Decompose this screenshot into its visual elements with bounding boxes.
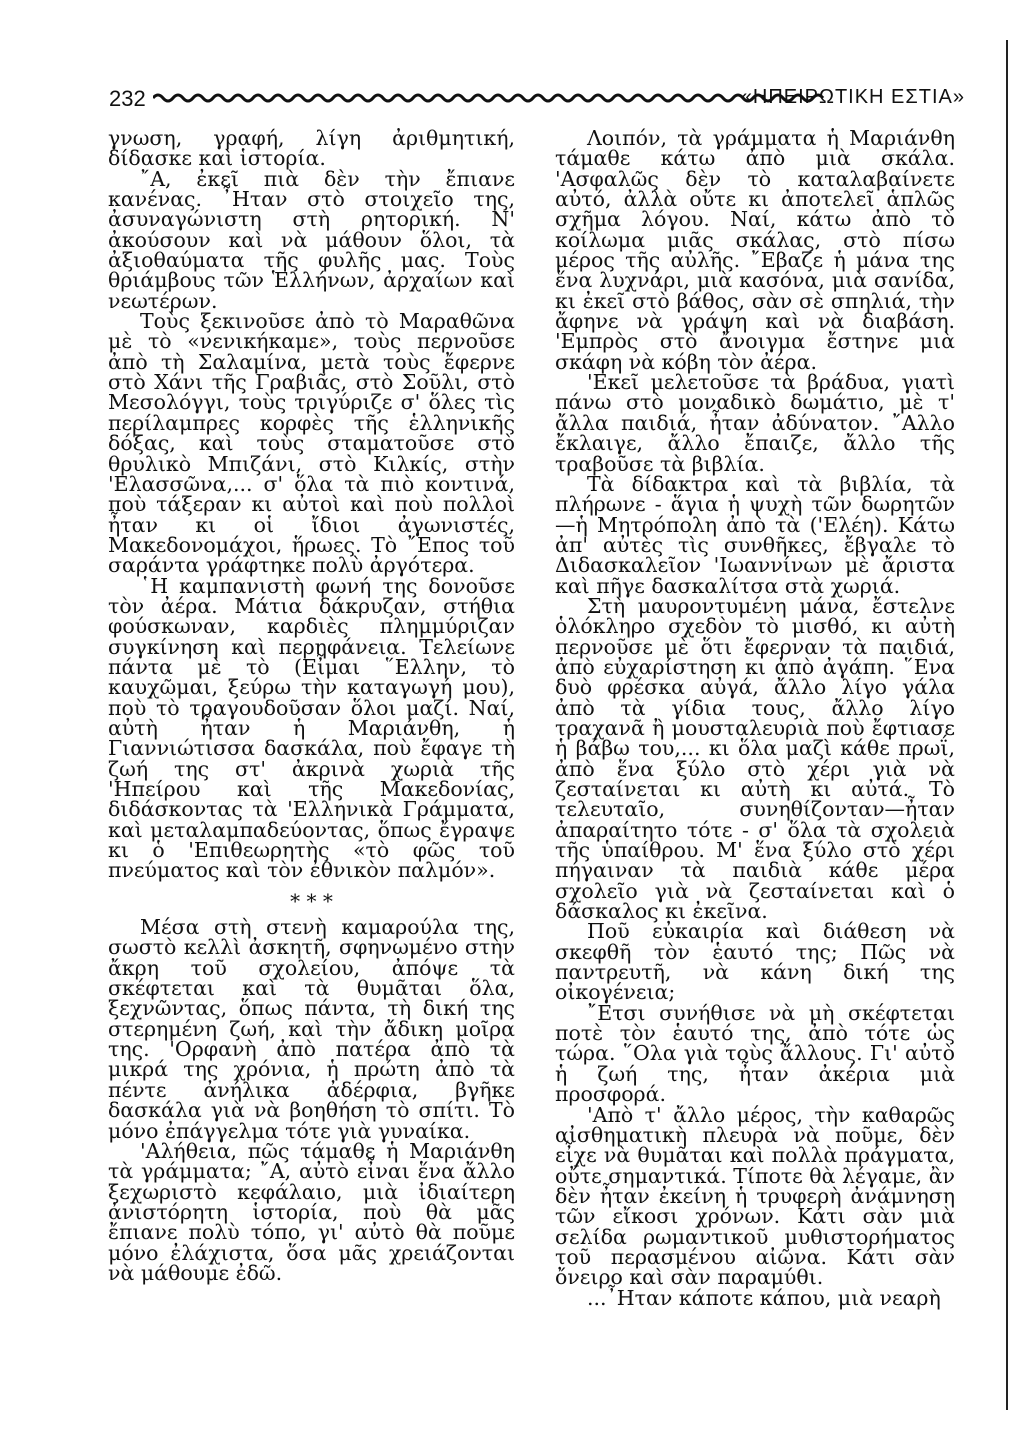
paragraph: Ποῦ εὐκαιρία καὶ διάθεση νὰ σκεφθῆ τὸν ἑαυτό της; Πῶς νὰ παντρευτῆ, νὰ κάνη δική της οἰκογένεια; xyxy=(555,919,955,1005)
left-text-column xyxy=(108,128,515,1283)
paragraph: 'Αλήθεια, πῶς τάμαθε ἡ Μαριάνθη τὰ γράμματα; ῎Α, αὐτὸ εἶναι ἕνα ἄλλο ξεχωριστὸ κεφάλαιο, μιὰ ἰδιαίτερη ἀνιστόρητη ἱστορία, ποὺ θὰ μᾶς ἔπιανε πολὺ τόπο, γι' αὐτὸ θὰ ποῦμε μόνο ἐλάχιστα, ὅσα μᾶς χρειάζονται νὰ μάθουμε ἐδῶ. xyxy=(108,1138,515,1285)
paragraph: Λοιπόν, τὰ γράμματα ἡ Μαριάνθη τάμαθε κάτω ἀπὸ μιὰ σκάλα. 'Ασφαλῶς δὲν τὸ καταλαβαίνετε αὐτό, ἀλλὰ οὔτε κι ἀποτελεῖ ἁπλῶς σχῆμα λόγου. Ναί, κάτω ἀπὸ τὸ κοίλωμα μιᾶς σκάλας, στὸ πίσω μέρος τῆς αὐλῆς. ῎Εβαζε ἡ μάνα της ἕνα λυχνάρι, μιὰ κασόνα, μιὰ σανίδα, κι ἐκεῖ στὸ βάθος, σὰν σὲ σπηλιά, τὴν ἄφηνε νὰ γράψη καὶ νὰ διαβάση. 'Εμπρὸς στὸ ἄνοιγμα ἔστηνε μιὰ σκάφη νὰ κόβη τὸν ἀέρα. xyxy=(555,126,955,374)
paragraph: ῾Η καμπανιστὴ φωνή της δονοῦσε τὸν ἀέρα. Μάτια δάκρυζαν, στήθια φούσκωναν, καρδιὲς πλημμύριζαν συγκίνηση καὶ περηφάνεια. Τελείωνε πάντα μὲ τὸ (Εἶμαι ῞Ελλην, τὸ καυχῶμαι, ξεύρω τὴν καταγωγή μου), ποὺ τὸ τραγουδοῦσαν ὅλοι μαζί. Ναί, αὐτὴ ἦταν ἡ Μαριάνθη, ἡ Γιαννιώτισσα δασκάλα, ποὺ ἔφαγε τὴ ζωή της στ' ἀκρινὰ χωριὰ τῆς 'Ηπείρου καὶ τῆς Μακεδονίας, διδάσκοντας τὰ 'Ελληνικὰ Γράμματα, καὶ μεταλαμπαδεύοντας, ὅπως ἔγραψε κι ὁ 'Επιθεωρητὴς «τὸ φῶς τοῦ πνεύματος καὶ τὸν ἐθνικὸν παλμόν». xyxy=(108,573,515,883)
page-number: 232 xyxy=(109,86,146,111)
paragraph: Μέσα στὴ στενὴ καμαρούλα της, σωστὸ κελλὶ ἀσκητῆ, σφηνωμένο στὴν ἄκρη τοῦ σχολείου, ἀπόψε τὰ σκέφτεται καὶ τὰ θυμᾶται ὅλα, ξεχνῶντας, ὅπως πάντα, τὴ δική της στερημένη ζωή, καὶ τὴν ἄδικη μοῖρα της. 'Ορφανὴ ἀπὸ πατέρα ἀπὸ τὰ μικρά της χρόνια, ἡ πρώτη ἀπὸ τὰ πέντε ἀνήλικα ἀδέρφια, βγῆκε δασκάλα γιὰ νὰ βοηθήση τὸ σπίτι. Τὸ μόνο ἐπάγγελμα τότε γιὰ γυναίκα. xyxy=(108,915,515,1143)
journal-title: «ΗΠΕΙΡΩΤΙΚΗ ΕΣΤΙΑ» xyxy=(740,86,965,108)
paragraph: ῎Ετσι συνήθισε νὰ μὴ σκέφτεται ποτὲ τὸν ἑαυτό της, ἀπὸ τότε ὡς τώρα. ῞Ολα γιὰ τοὺς ἄλλους. Γι' αὐτὸ ἡ ζωή της, ἦταν ἀκέρια μιὰ προσφορά. xyxy=(555,1000,955,1107)
section-break: * * * xyxy=(290,888,333,913)
running-header xyxy=(105,80,975,120)
page-edge-line xyxy=(1006,40,1008,1410)
right-text-column xyxy=(555,128,955,1308)
paragraph: 'Εκεῖ μελετοῦσε τὰ βράδυα, γιατὶ πάνω στὸ μοναδικὸ δωμάτιο, μὲ τ' ἄλλα παιδιά, ἦταν ἀδύνατον. ῎Αλλο ἔκλαιγε, ἄλλο ἔπαιζε, ἄλλο τῆς τραβοῦσε τὰ βιβλία. xyxy=(555,370,955,476)
paragraph: ῎Α, ἐκεῖ πιὰ δὲν τὴν ἔπιανε κανένας. ῏Ηταν στὸ στοιχεῖο της, ἀσυναγώνιστη στὴ ρητορική. Ν' ἀκούσουν καὶ νὰ μάθουν ὅλοι, τὰ ἀξιοθαύματα τῆς φυλῆς μας. Τοὺς θριάμβους τῶν Ἑλλήνων, ἀρχαίων καὶ νεωτέρων. xyxy=(108,166,515,313)
paragraph: γνωση, γραφή, λίγη ἀριθμητική, δίδασκε καὶ ἱστορία. xyxy=(108,126,515,171)
paragraph: Τὰ δίδακτρα καὶ τὰ βιβλία, τὰ πλήρωνε - ἅγια ἡ ψυχὴ τῶν δωρητῶν—ἡ Μητρόπολη ἀπὸ τὰ ('Ελέη). Κάτω ἀπ' αὐτὲς τὶς συνθῆκες, ἔβγαλε τὸ Διδασκαλεῖον 'Ιωαννίνων μὲ ἄριστα καὶ πῆγε δασκαλίτσα στὰ χωριά. xyxy=(555,471,955,598)
paragraph: Στὴ μαυροντυμένη μάνα, ἔστελνε ὁλόκληρο σχεδὸν τὸ μισθό, κι αὐτὴ περνοῦσε μὲ ὅτι ἔφερναν τὰ παιδιά, ἀπὸ εὐχαρίστηση κι ἀπὸ ἀγάπη. ῞Ενα δυὸ φρέσκα αὐγά, ἄλλο λίγο γάλα ἀπὸ τὰ γίδια τους, ἄλλο λίγο τραχανᾶ ἢ μουσταλευριὰ ποὺ ἔφτιασε ἡ βάβω του,... κι ὅλα μαζὶ κάθε πρωΐ, ἀπὸ ἕνα ξύλο στὸ χέρι γιὰ νὰ ζεσταίνεται κι αὐτὴ κι αὐτά. Τὸ τελευταῖο, συνηθίζονταν—ἦταν ἀπαραίτητο τότε - σ' ὅλα τὰ σχολειὰ τῆς ὑπαίθρου. Μ' ἕνα ξύλο στὸ χέρι πήγαιναν τὰ παιδιὰ κάθε μέρα σχολεῖο γιὰ νὰ ζεσταίνεται καὶ ὁ δάσκαλος κι ἐκεῖνα. xyxy=(555,593,955,924)
paragraph: 'Απὸ τ' ἄλλο μέρος, τὴν καθαρῶς αἰσθηματικὴ πλευρὰ νὰ ποῦμε, δὲν εἶχε νὰ θυμᾶται καὶ πολλὰ πράγματα, οὔτε σημαντικά. Τίποτε θὰ λέγαμε, ἂν δὲν ἦταν ἐκείνη ἡ τρυφερὴ ἀνάμνηση τῶν εἴκοσι χρόνων. Κάτι σὰν μιὰ σελίδα ρωμαντικοῦ μυθιστορήματος τοῦ περασμένου αἰῶνα. Κάτι σὰν ὄνειρο καὶ σὰν παραμύθι. xyxy=(555,1102,955,1290)
wavy-rule-ornament xyxy=(153,86,828,110)
paragraph: ...῏Ηταν κάποτε κάπου, μιὰ νεαρὴ xyxy=(587,1285,941,1310)
paragraph: Τοὺς ξεκινοῦσε ἀπὸ τὸ Μαραθῶνα μὲ τὸ «νενικήκαμε», τοὺς περνοῦσε ἀπὸ τὴ Σαλαμίνα, μετὰ τοὺς ἔφερνε στὸ Χάνι τῆς Γραβιᾶς, στὸ Σοῦλι, στὸ Μεσολόγγι, τοὺς τριγύριζε σ' ὅλες τὶς περίλαμπρες κορφὲς τῆς ἑλληνικῆς δόξας, καὶ τοὺς σταματοῦσε στὸ θρυλικὸ Μπιζάνι, στὸ Κιλκίς, στὴν 'Ελασσῶνα,... σ' ὅλα τὰ πιὸ κοντινά, ποὺ τάξεραν κι αὐτοὶ καὶ ποὺ πολλοὶ ἦταν κι οἱ ἴδιοι ἀγωνιστές, Μακεδονομάχοι, ἥρωες. Τὸ ῎Επος τοῦ σαράντα γράφτηκε πολὺ ἀργότερα. xyxy=(108,309,515,578)
